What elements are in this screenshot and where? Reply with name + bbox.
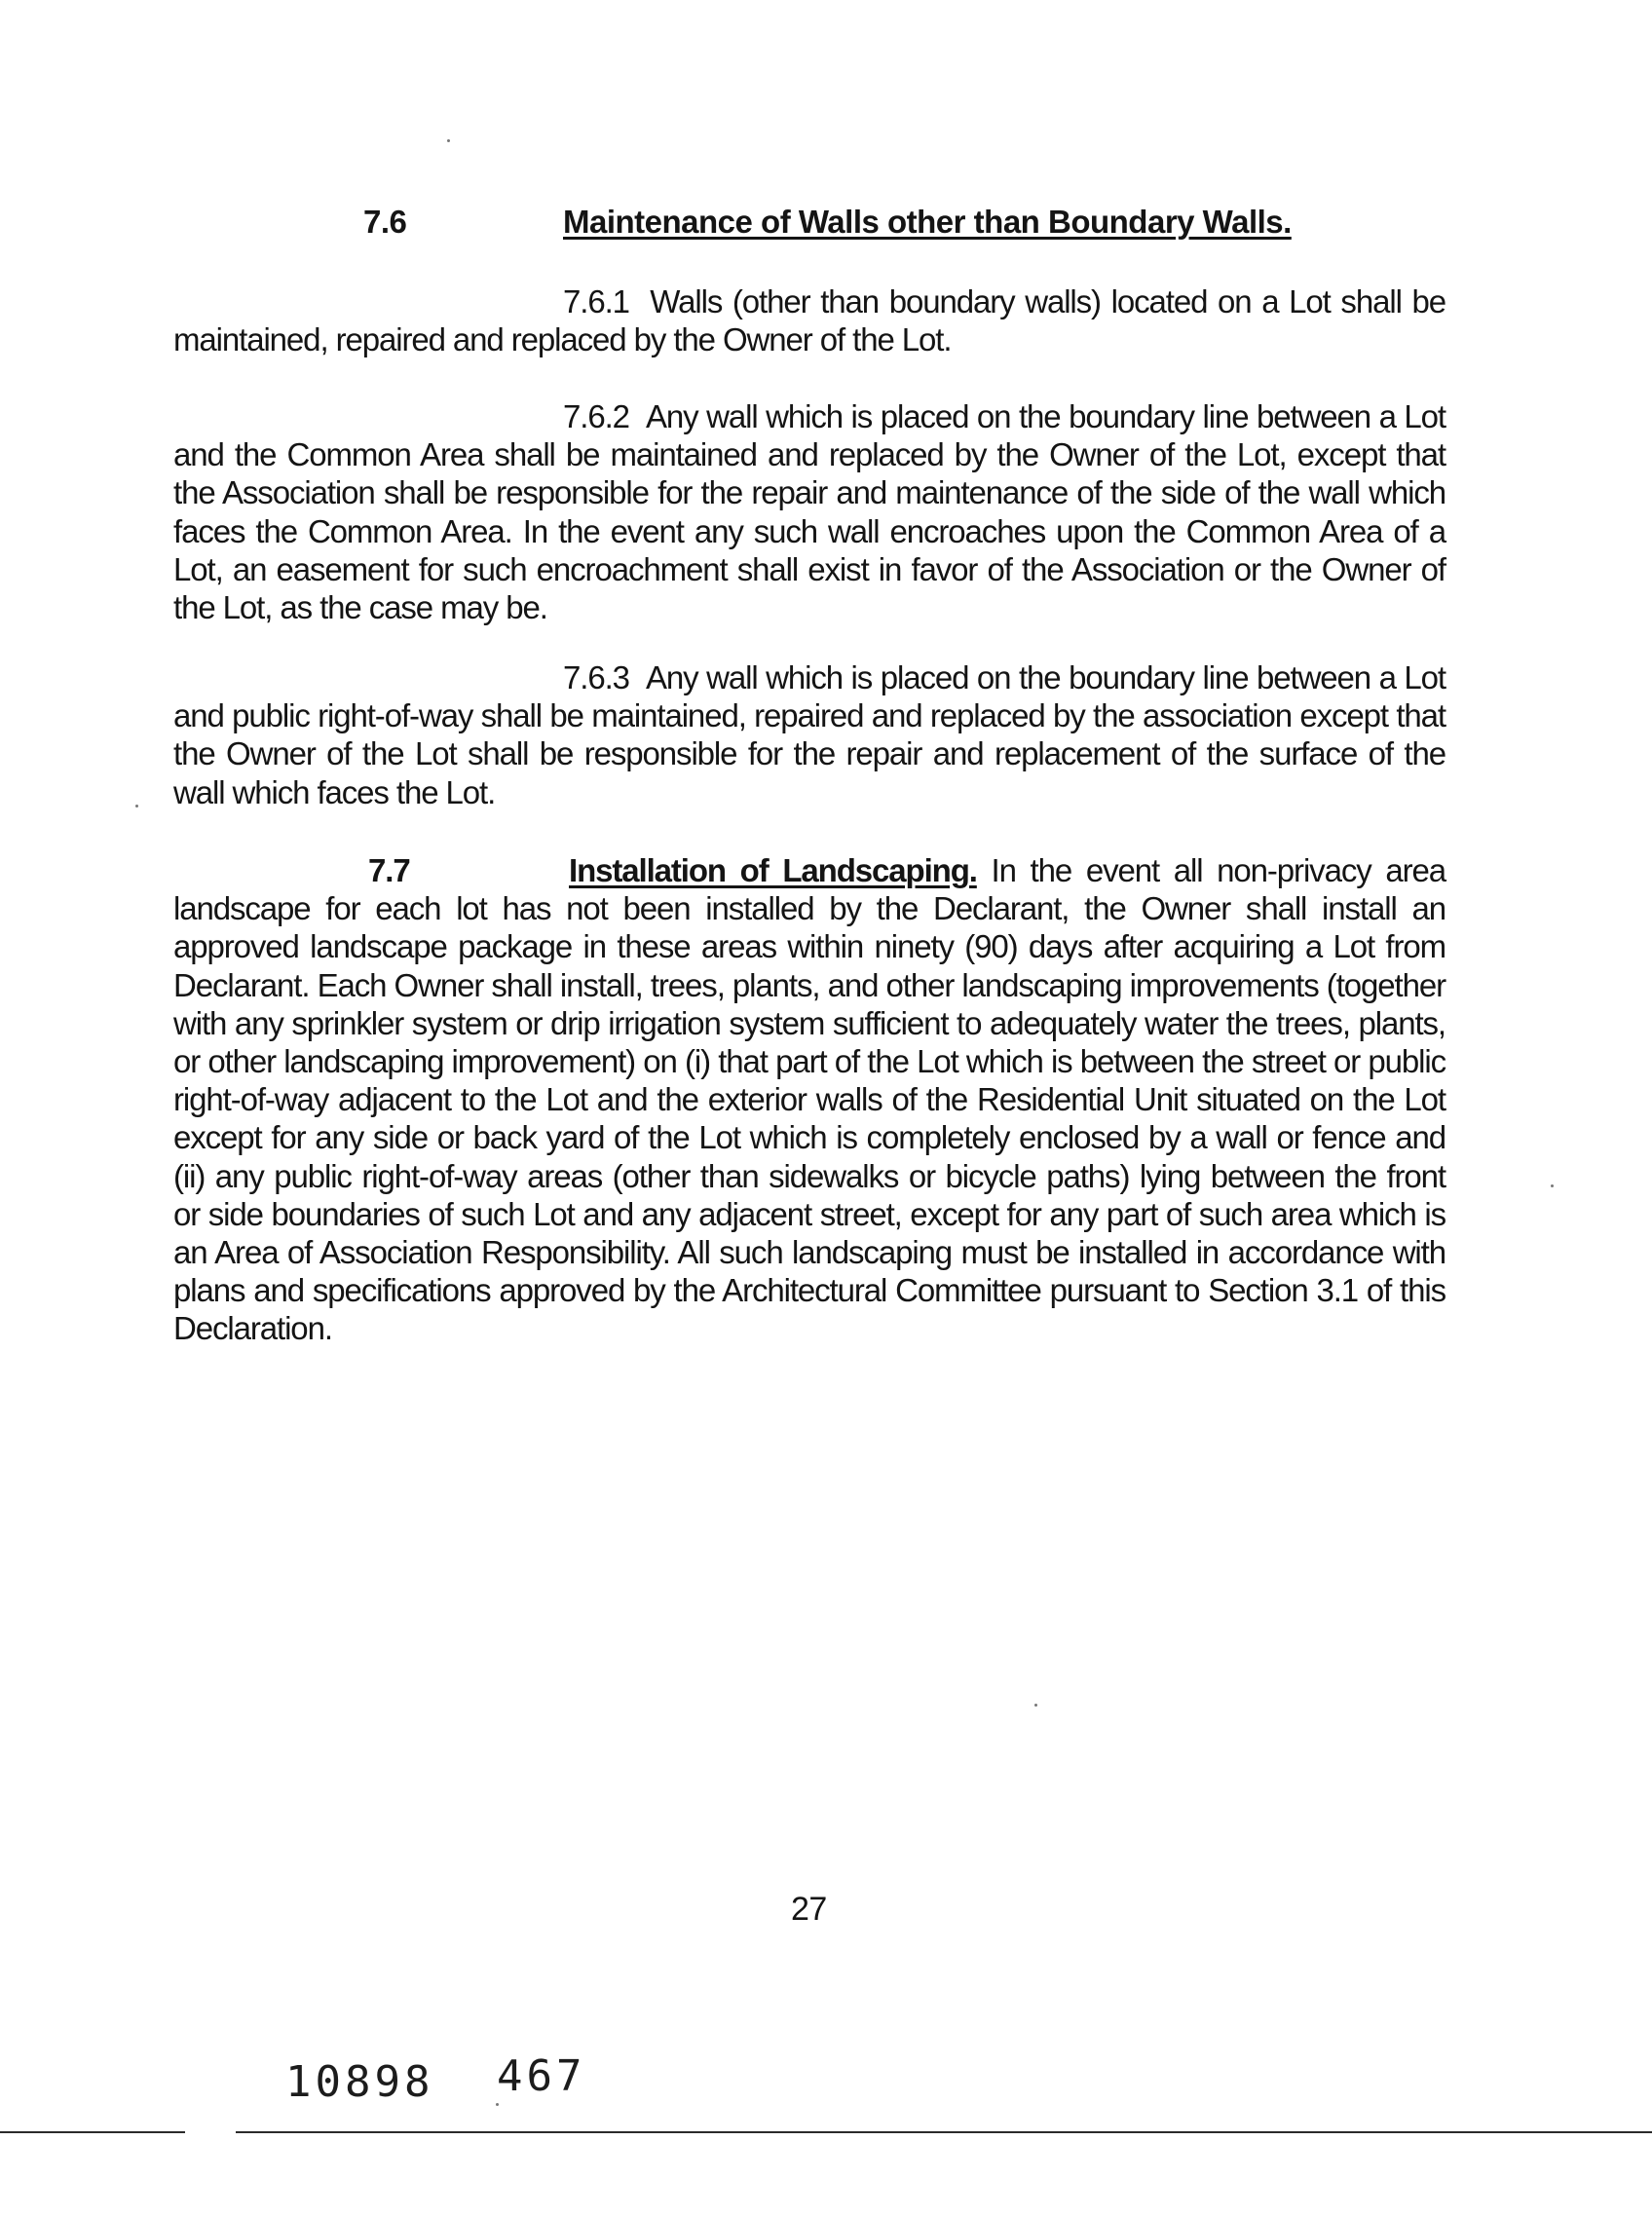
- book-number-stamp: 10898: [285, 2057, 434, 2107]
- paragraph-7-6-3-text: Any wall which is placed on the boundary line between a Lot and public right-of-way shall be maintained, repaired and replaced by the association except that the Owner of the Lot shall be responsible for the repair and replacement of the surface of the wall which faces the Lot.: [173, 659, 1446, 810]
- bottom-rule: [0, 2131, 1652, 2133]
- paragraph-7-6-1-text: Walls (other than boundary walls) located on a Lot shall be maintained, repaired and replaced by the Owner of the Lot.: [173, 283, 1446, 358]
- section-7-7-number: 7.7: [368, 852, 410, 888]
- section-7-7-text: In the event all non-privacy area landscape for each lot has not been installed by the Declarant, the Owner shall install an approved landscape package in these areas within ninety (90) days after acquiring a Lot from Declarant. Each Owner shall install, trees, plants, and other landscaping improvements (together with any sprinkler system or drip irrigation system sufficient to adequately water the trees, plants, or other landscaping improvement) on (i) that part of the Lot which is between the street or public right-of-way adjacent to the Lot and the exterior walls of the Residential Unit situated on the Lot except for any side or back yard of the Lot which is completely enclosed by a wall or fence and (ii) any public right-of-way areas (other than sidewalks or bicycle paths) lying between the front or side boundaries of such Lot and any adjacent street, except for any part of such area which is an Area of Association Responsibility. All such landscaping must be installed in accordance with plans and specifications approved by the Architectural Committee pursuant to Section 3.1 of this Declaration.: [173, 852, 1446, 1347]
- section-7-6-heading: [0, 203, 1652, 242]
- section-7-6-number: 7.6: [363, 204, 407, 240]
- paragraph-7-6-2: [173, 397, 1446, 626]
- page-number-stamp: 467: [497, 2051, 586, 2101]
- paragraph-7-6-3: [173, 658, 1446, 811]
- scan-speck: [1551, 1184, 1554, 1187]
- paragraph-7-6-1-number: 7.6.1: [563, 283, 629, 319]
- section-7-7-title: Installation of Landscaping.: [569, 852, 977, 888]
- bottom-rule-gap: [185, 2128, 236, 2136]
- scan-speck: [135, 805, 138, 808]
- scan-speck: [496, 2103, 499, 2106]
- scan-speck: [1034, 1704, 1037, 1707]
- section-7-7: [173, 851, 1446, 1348]
- paragraph-7-6-2-text: Any wall which is placed on the boundary line between a Lot and the Common Area shall be maintained and replaced by the Owner of the Lot, except that the Association shall be responsible for the repair and maintenance of the side of the wall which faces the Common Area. In the event any such wall encroaches upon the Common Area of a Lot, an easement for such encroachment shall exist in favor of the Association or the Owner of the Lot, as the case may be.: [173, 398, 1446, 626]
- paragraph-7-6-3-number: 7.6.3: [563, 659, 629, 695]
- page-number: 27: [791, 1891, 827, 1928]
- section-7-6-title: Maintenance of Walls other than Boundary Walls.: [563, 204, 1292, 240]
- paragraph-7-6-1: [173, 282, 1446, 358]
- scan-speck: [447, 139, 450, 142]
- paragraph-7-6-2-number: 7.6.2: [563, 398, 629, 434]
